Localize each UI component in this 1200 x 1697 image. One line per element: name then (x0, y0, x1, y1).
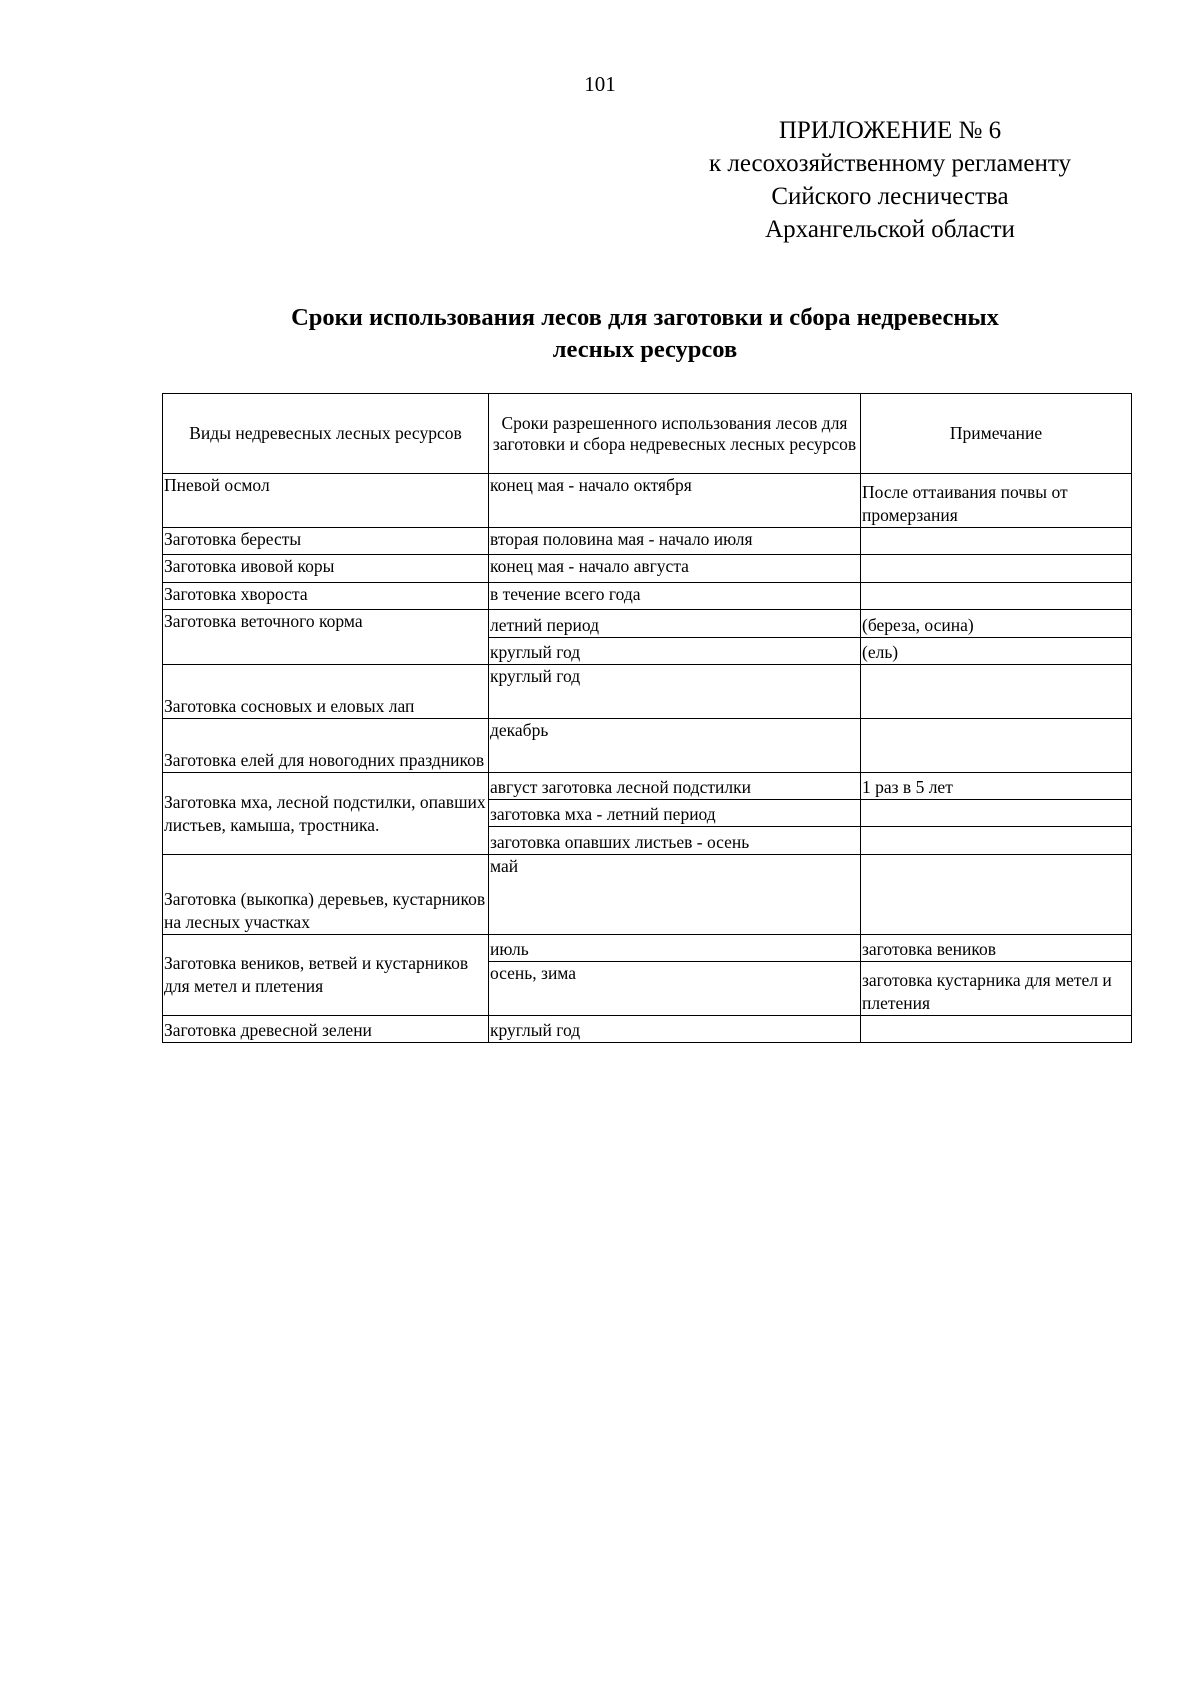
table-row (163, 555, 1132, 583)
cell-period: декабрь (489, 719, 861, 773)
cell-note (861, 583, 1132, 610)
cell-type: Заготовка мха, лесной подстилки, опавших листьев, камыша, тростника. (163, 773, 489, 855)
cell-note (861, 528, 1132, 555)
cell-period: в течение всего года (489, 583, 861, 610)
cell-period: круглый год (489, 638, 861, 665)
cell-note (861, 800, 1132, 827)
cell-period: конец мая - начало августа (489, 555, 861, 583)
cell-period: конец мая - начало октября (489, 474, 861, 528)
header-type: Виды недревесных лесных ресурсов (163, 394, 489, 474)
cell-type: Заготовка веточного корма (163, 610, 489, 665)
cell-type: Заготовка елей для новогодних праздников (163, 719, 489, 773)
cell-note: 1 раз в 5 лет (861, 773, 1132, 800)
table-header-row (163, 394, 1132, 474)
cell-type: Заготовка бересты (163, 528, 489, 555)
table-row (163, 935, 1132, 962)
appendix-region: Архангельской области (765, 216, 1015, 243)
page-number: 101 (584, 72, 616, 96)
cell-type: Заготовка веников, ветвей и кустарников для метел и плетения (163, 935, 489, 1016)
cell-note (861, 719, 1132, 773)
cell-type: Пневой осмол (163, 474, 489, 528)
cell-note: (береза, осина) (861, 610, 1132, 638)
table-row (163, 610, 1132, 638)
document-title (160, 302, 1130, 366)
appendix-header (640, 114, 1140, 246)
cell-note: (ель) (861, 638, 1132, 665)
header-period: Сроки разрешенного использования лесов для заготовки и сбора недревесных лесных ресурсов (489, 394, 861, 474)
cell-type: Заготовка древесной зелени (163, 1016, 489, 1043)
table-row (163, 474, 1132, 528)
cell-type: Заготовка ивовой коры (163, 555, 489, 583)
cell-note (861, 555, 1132, 583)
cell-period: круглый год (489, 665, 861, 719)
appendix-forestry: Сийского лесничества (771, 183, 1009, 210)
table-row (163, 528, 1132, 555)
title-line-2: лесных ресурсов (552, 336, 738, 363)
cell-period: вторая половина мая - начало июля (489, 528, 861, 555)
cell-period: круглый год (489, 1016, 861, 1043)
cell-note: После оттаивания почвы от промерзания (861, 474, 1132, 528)
cell-note (861, 665, 1132, 719)
cell-type: Заготовка хвороста (163, 583, 489, 610)
resources-table (162, 393, 1132, 1043)
cell-period: заготовка опавших листьев - осень (489, 827, 861, 855)
cell-note (861, 1016, 1132, 1043)
cell-note: заготовка кустарника для метел и плетения (861, 962, 1132, 1016)
cell-note (861, 855, 1132, 935)
cell-note: заготовка веников (861, 935, 1132, 962)
appendix-number: ПРИЛОЖЕНИЕ № 6 (778, 117, 1002, 144)
cell-type: Заготовка (выкопка) деревьев, кустарников на лесных участках (163, 855, 489, 935)
cell-period: летний период (489, 610, 861, 638)
cell-period: июль (489, 935, 861, 962)
cell-period: осень, зима (489, 962, 861, 1016)
cell-period: заготовка мха - летний период (489, 800, 861, 827)
table-row (163, 665, 1132, 719)
table-row (163, 1016, 1132, 1043)
table-row (163, 583, 1132, 610)
cell-period: август заготовка лесной подстилки (489, 773, 861, 800)
table-row (163, 773, 1132, 800)
title-line-1: Сроки использования лесов для заготовки и сбора недревесных (291, 304, 999, 331)
appendix-reference: к лесохозяйственному регламенту (708, 150, 1072, 177)
cell-period: май (489, 855, 861, 935)
table-row (163, 855, 1132, 935)
table-row (163, 719, 1132, 773)
header-note: Примечание (861, 394, 1132, 474)
cell-note (861, 827, 1132, 855)
cell-type: Заготовка сосновых и еловых лап (163, 665, 489, 719)
